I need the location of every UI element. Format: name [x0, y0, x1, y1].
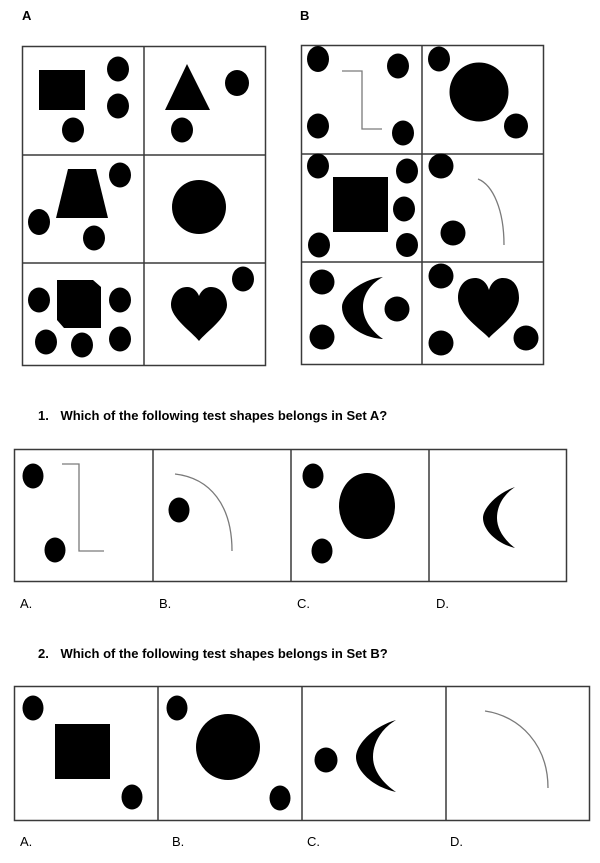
trapezoid-shape-icon	[56, 169, 108, 218]
dot-icon	[396, 233, 418, 257]
set-a-cell-trapezoid	[28, 163, 131, 251]
heart-shape-icon	[458, 278, 519, 338]
set-b-cell-crescent	[310, 270, 410, 350]
set-a-cell-circle	[172, 180, 226, 234]
dot-icon	[307, 114, 329, 139]
set-b-cell-square	[307, 154, 418, 258]
q2-option-a-label[interactable]: A.	[20, 834, 33, 849]
dot-icon	[441, 221, 466, 246]
question-1-text: Which of the following test shapes belongs in Set A?	[60, 408, 388, 423]
q1-option-c-figure[interactable]	[303, 464, 396, 564]
question-2	[38, 646, 388, 661]
q2-option-a-figure[interactable]	[23, 696, 143, 810]
set-b-cell-circle	[428, 47, 528, 139]
q2-option-c-label[interactable]: C.	[307, 834, 320, 849]
dot-icon	[23, 696, 44, 721]
square-shape-icon	[39, 70, 85, 110]
circle-shape-icon	[196, 714, 260, 780]
dot-icon	[392, 121, 414, 146]
dot-icon	[270, 786, 291, 811]
dot-icon	[307, 154, 329, 179]
dot-icon	[393, 197, 415, 222]
octagon-shape-icon	[57, 280, 101, 328]
dot-icon	[28, 209, 50, 235]
q1-option-b-figure[interactable]	[169, 474, 233, 551]
dot-icon	[504, 114, 528, 139]
set-b-cell-z-line	[307, 46, 414, 146]
dot-icon	[28, 288, 50, 313]
dot-icon	[71, 333, 93, 358]
q1-option-a-label[interactable]: A.	[20, 596, 33, 611]
q1-option-d-figure[interactable]	[483, 487, 515, 548]
dot-icon	[315, 748, 338, 773]
dot-icon	[429, 154, 454, 179]
set-a-cell-square	[39, 57, 129, 143]
dot-icon	[396, 159, 418, 184]
dot-icon	[303, 464, 324, 489]
set-b-cell-heart	[429, 264, 539, 356]
q2-option-b-figure[interactable]	[167, 696, 291, 811]
crescent-shape-icon	[483, 487, 515, 548]
set-a-cell-heart	[171, 267, 254, 342]
dot-icon	[307, 46, 329, 72]
dot-icon	[45, 538, 66, 563]
dot-icon	[310, 325, 335, 350]
set-b-label: B	[300, 8, 310, 23]
dot-icon	[308, 233, 330, 258]
z-line-shape-icon	[62, 464, 104, 551]
q2-option-b-label[interactable]: B.	[172, 834, 185, 849]
dot-icon	[310, 270, 335, 295]
circle-shape-icon	[172, 180, 226, 234]
dot-icon	[107, 57, 129, 82]
q2-option-d-label[interactable]: D.	[450, 834, 463, 849]
dot-icon	[167, 696, 188, 721]
set-a-grid	[22, 46, 266, 366]
dot-icon	[312, 539, 333, 564]
q1-option-b-label[interactable]: B.	[159, 596, 172, 611]
dot-icon	[62, 118, 84, 143]
dot-icon	[225, 70, 249, 96]
square-shape-icon	[55, 724, 110, 779]
dot-icon	[429, 264, 454, 289]
set-a-label: A	[22, 8, 32, 23]
crescent-shape-icon	[356, 720, 396, 792]
dot-icon	[232, 267, 254, 292]
dot-icon	[107, 94, 129, 119]
dot-icon	[122, 785, 143, 810]
z-line-shape-icon	[342, 71, 382, 129]
set-a-cell-triangle	[165, 64, 249, 143]
square-shape-icon	[333, 177, 388, 232]
dot-icon	[428, 47, 450, 72]
question-1	[38, 408, 387, 423]
circle-shape-icon	[339, 473, 395, 539]
dot-icon	[387, 54, 409, 79]
dot-icon	[109, 327, 131, 352]
circle-shape-icon	[450, 63, 509, 122]
question-1-number: 1.	[38, 408, 49, 423]
q1-option-c-label[interactable]: C.	[297, 596, 310, 611]
q2-option-d-figure[interactable]	[485, 711, 548, 788]
dot-icon	[23, 464, 44, 489]
question-2-options	[15, 686, 590, 821]
triangle-shape-icon	[165, 64, 210, 110]
arc-line-shape-icon	[478, 179, 504, 245]
set-b-grid	[301, 45, 544, 365]
dot-icon	[171, 118, 193, 143]
question-2-number: 2.	[38, 646, 49, 661]
crescent-shape-icon	[342, 277, 383, 339]
q1-option-d-label[interactable]: D.	[436, 596, 449, 611]
set-a-cell-octagon	[28, 280, 131, 358]
heart-shape-icon	[171, 287, 227, 341]
question-1-options	[15, 449, 567, 582]
set-b-cell-arc-line	[429, 154, 505, 246]
dot-icon	[514, 326, 539, 351]
dot-icon	[83, 226, 105, 251]
dot-icon	[109, 288, 131, 313]
dot-icon	[385, 297, 410, 322]
q2-option-c-figure[interactable]	[315, 720, 397, 792]
question-2-text: Which of the following test shapes belongs in Set B?	[60, 646, 388, 661]
dot-icon	[35, 330, 57, 355]
dot-icon	[109, 163, 131, 188]
dot-icon	[169, 498, 190, 523]
arc-line-shape-icon	[485, 711, 548, 788]
q1-option-a-figure[interactable]	[23, 464, 105, 563]
dot-icon	[429, 331, 454, 356]
